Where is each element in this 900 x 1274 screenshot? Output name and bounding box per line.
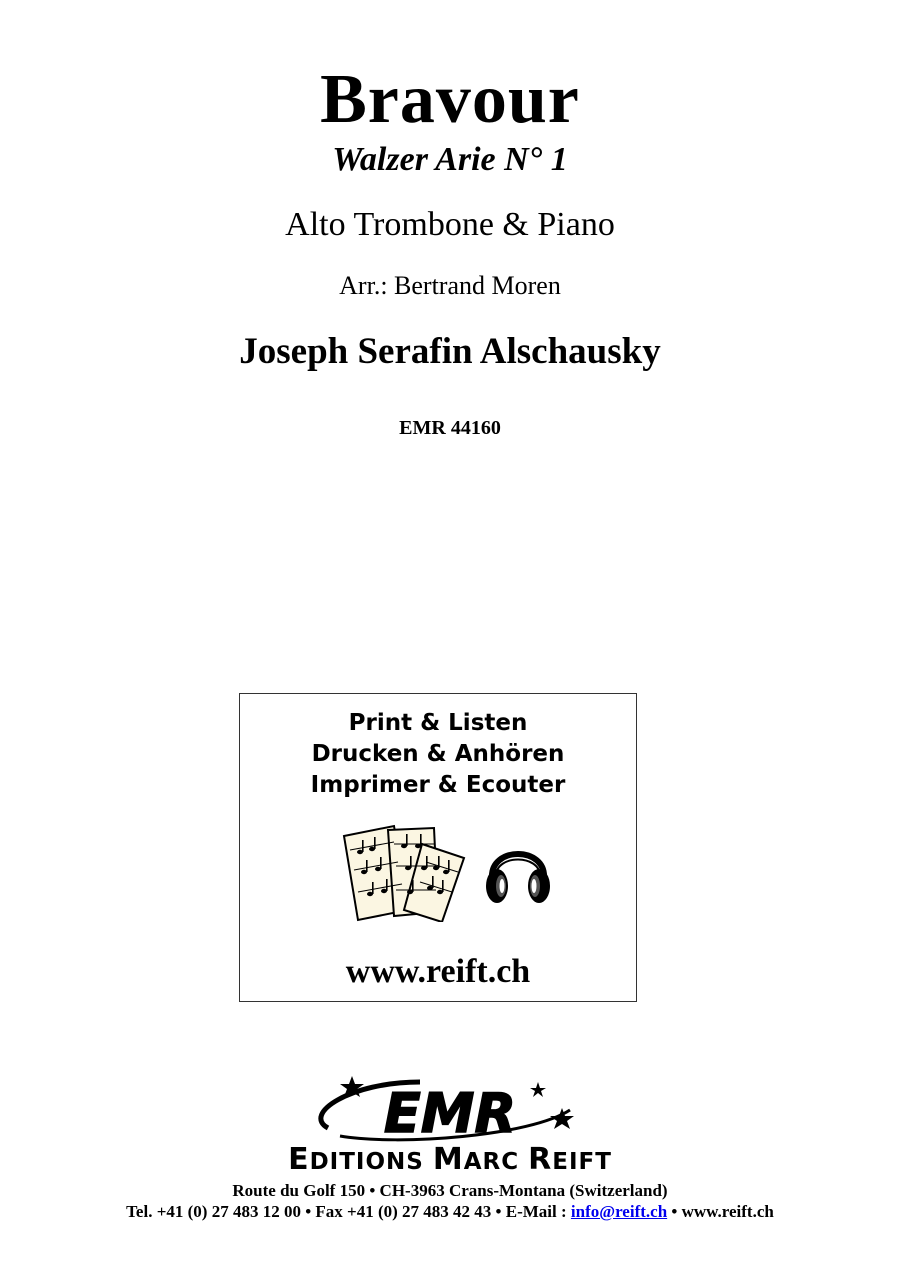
promo-line-english: Print & Listen xyxy=(348,710,528,736)
promo-line-german: Drucken & Anhören xyxy=(311,741,565,767)
publisher-name-m: M xyxy=(432,1142,464,1177)
sheet-music-icon xyxy=(338,822,470,922)
contact-phone-fax: Tel. +41 (0) 27 483 12 00 • Fax +41 (0) 27 483 42 43 • E-Mail : xyxy=(126,1202,571,1221)
publisher-contact xyxy=(0,1201,900,1223)
emr-logo xyxy=(300,1074,600,1144)
headphones-icon xyxy=(482,832,554,908)
score-title: Bravour xyxy=(320,61,580,138)
emr-logo-text: EMR xyxy=(383,1082,517,1144)
publisher-name-ditions: DITIONS xyxy=(309,1149,433,1175)
publisher-name-e: E xyxy=(288,1142,310,1177)
print-listen-box xyxy=(239,693,637,1002)
composer: Joseph Serafin Alschausky xyxy=(239,331,661,372)
score-subtitle: Walzer Arie N° 1 xyxy=(332,141,568,178)
contact-website: • www.reift.ch xyxy=(667,1202,774,1221)
publisher-address: Route du Golf 150 • CH-3963 Crans-Montana (Switzerland) xyxy=(232,1181,668,1200)
instrumentation: Alto Trombone & Piano xyxy=(285,206,615,243)
publisher-name-arc: ARC xyxy=(463,1149,529,1175)
email-link[interactable]: info@reift.ch xyxy=(570,1202,668,1221)
promo-line-french: Imprimer & Ecouter xyxy=(310,772,566,798)
catalog-number: EMR 44160 xyxy=(399,417,501,439)
publisher-name-eift: EIFT xyxy=(552,1149,612,1175)
publisher-name-r: R xyxy=(528,1142,553,1177)
publisher-name xyxy=(0,1144,900,1178)
promo-website[interactable]: www.reift.ch xyxy=(345,953,531,990)
arranger: Arr.: Bertrand Moren xyxy=(339,271,561,300)
